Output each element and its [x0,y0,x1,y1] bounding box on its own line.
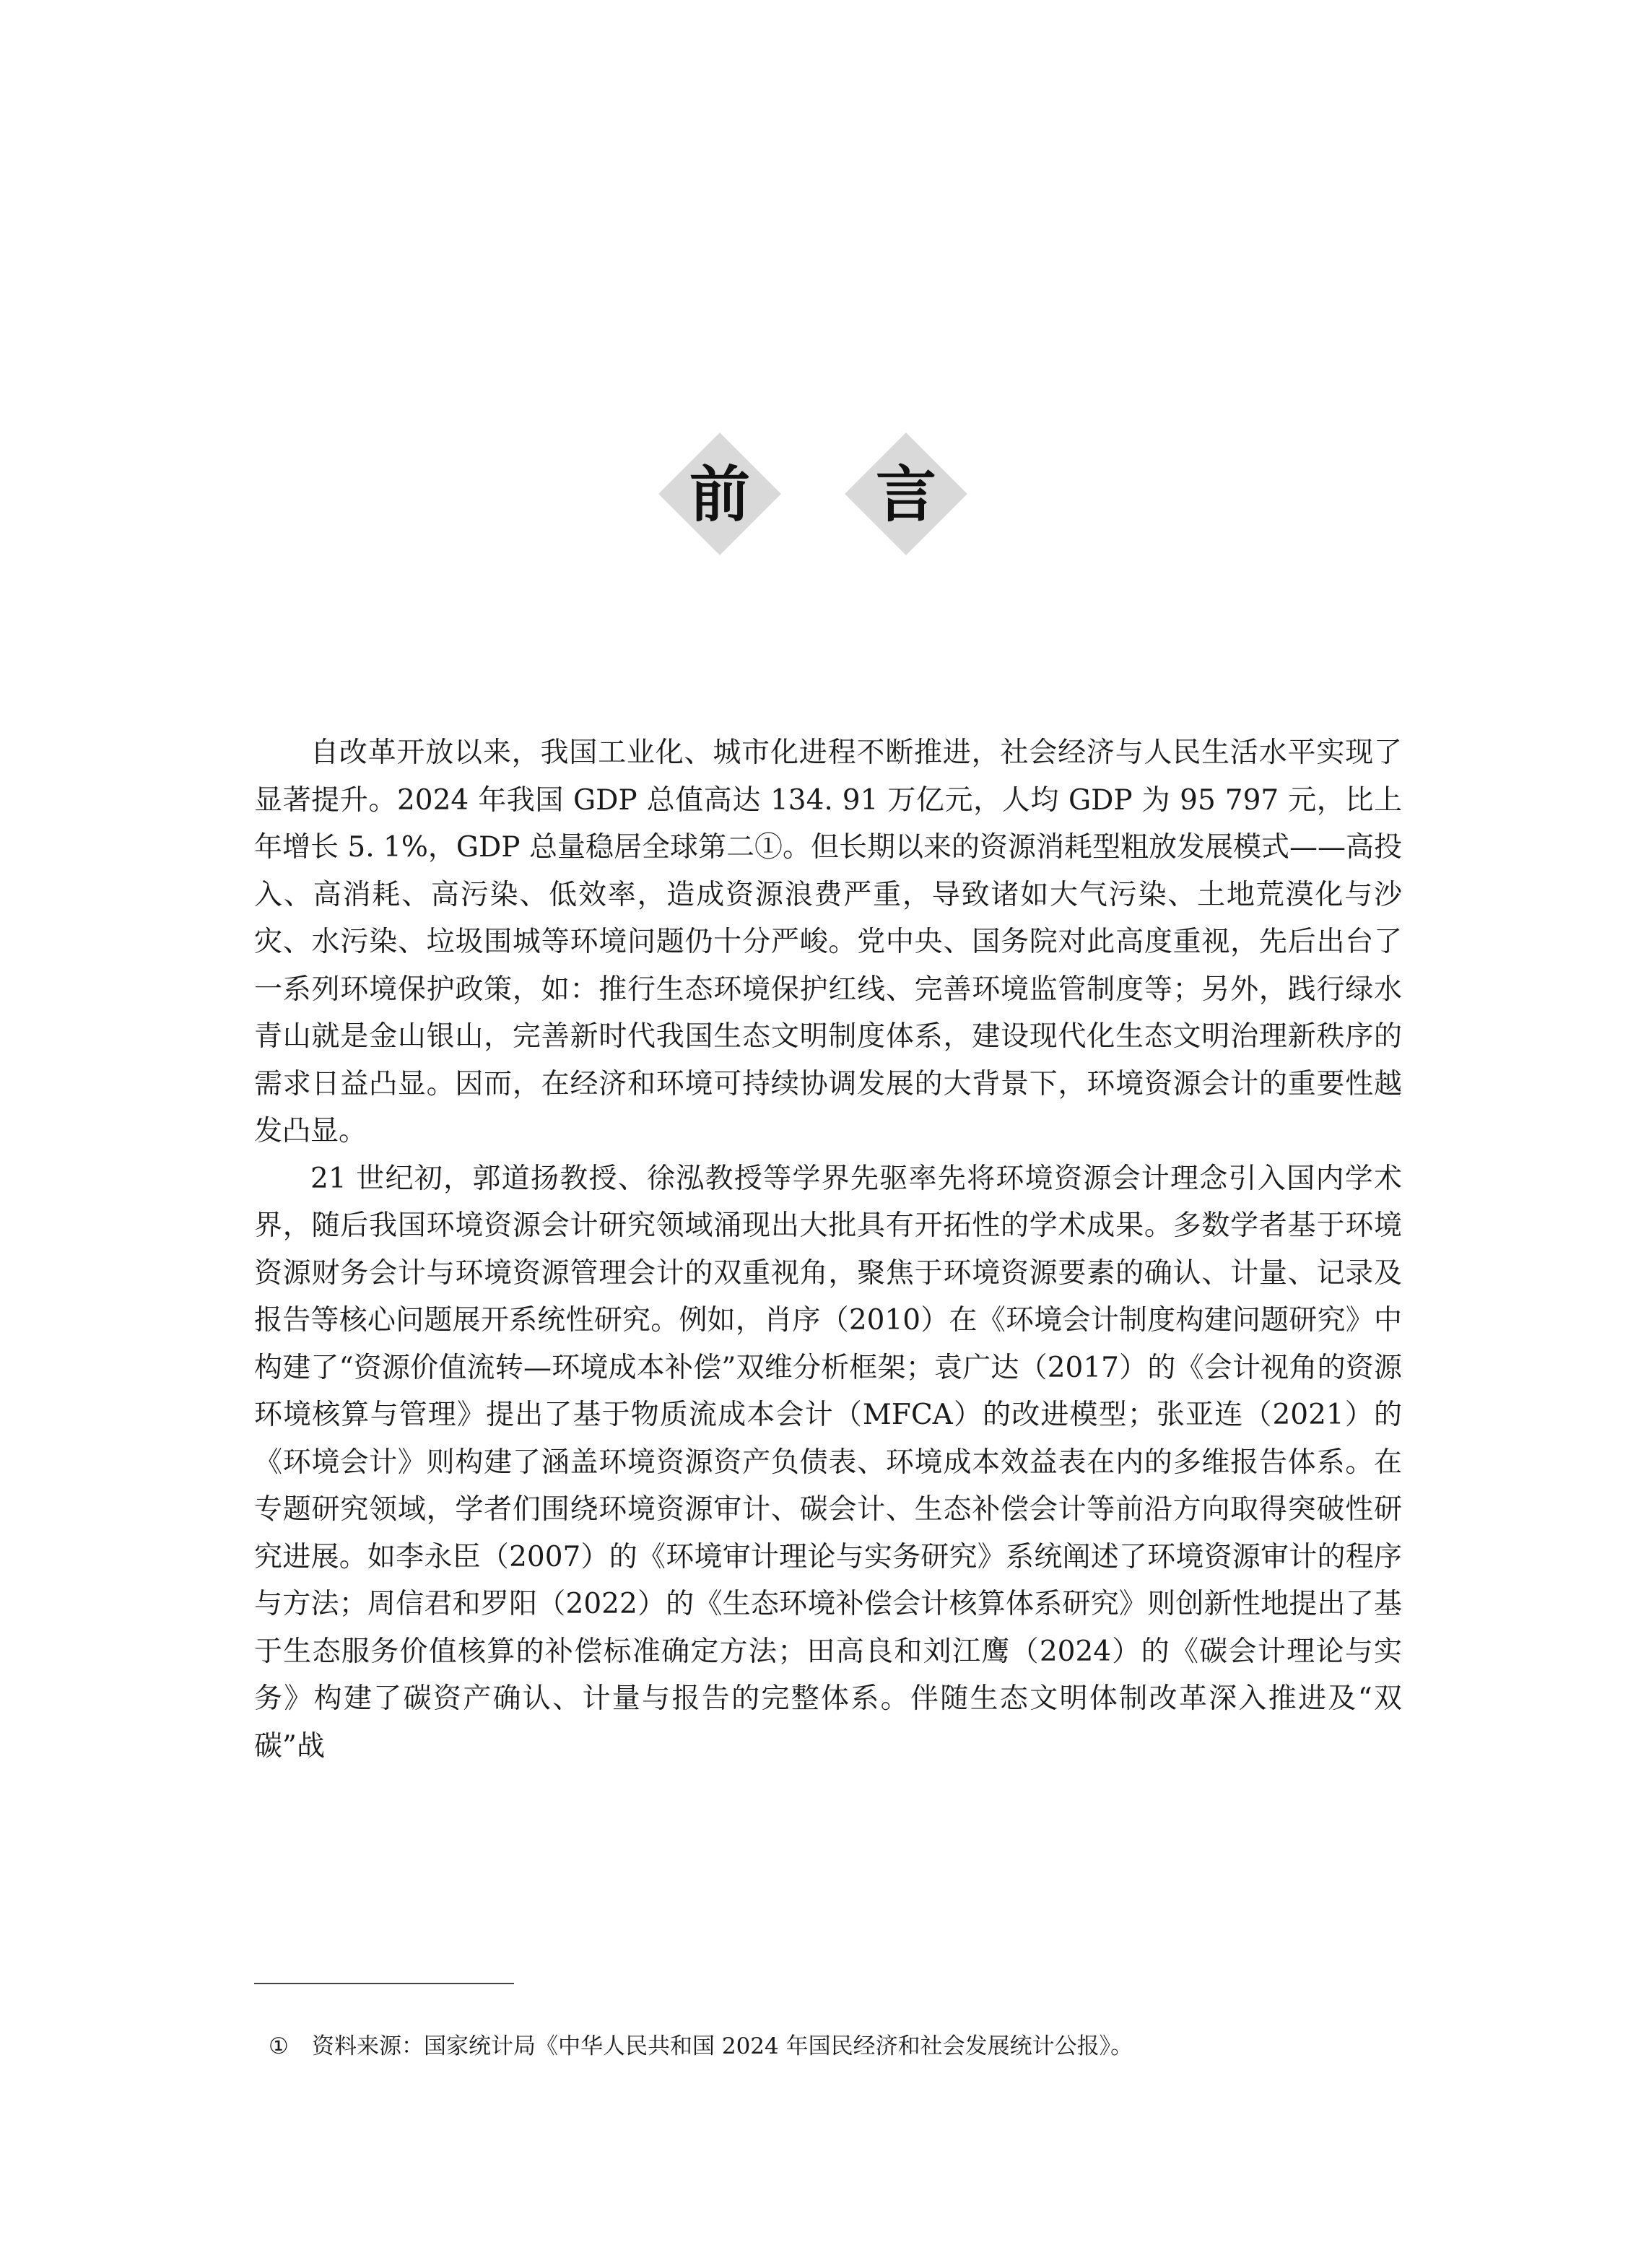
page-title [658,433,970,563]
footnote-marker: ① [269,2033,289,2059]
footnote [269,2030,1395,2062]
footnote-divider [254,1983,514,1984]
preface-body [254,729,1402,1770]
footnote-text: 资料来源：国家统计局《中华人民共和国 2024 年国民经济和社会发展统计公报》。 [312,2033,1133,2059]
title-char-qian: 前 [689,459,750,530]
paragraph: 自改革开放以来，我国工业化、城市化进程不断推进，社会经济与人民生活水平实现了显著提升。2024 年我国 GDP 总值高达 134. 91 万亿元，人均 GDP 为 95 797 元，比上年增长 5. 1%，GDP 总量稳居全球第二①。但长期以来的资源消耗型粗放发展模式——高投入、高消耗、高污染、低效率，造成资源浪费严重，导致诸如大气污染、土地荒漠化与沙灾、水污染、垃圾围城等环境问题仍十分严峻。党中央、国务院对此高度重视，先后出台了一系列环境保护政策，如：推行生态环境保护红线、完善环境监管制度等；另外，践行绿水青山就是金山银山，完善新时代我国生态文明制度体系，建设现代化生态文明治理新秩序的需求日益凸显。因而，在经济和环境可持续协调发展的大背景下，环境资源会计的重要性越发凸显。 [254,737,1402,1147]
title-char-yan: 言 [875,459,936,530]
paragraph: 21 世纪初，郭道扬教授、徐泓教授等学界先驱率先将环境资源会计理念引入国内学术界，随后我国环境资源会计研究领域涌现出大批具有开拓性的学术成果。多数学者基于环境资源财务会计与环境资源管理会计的双重视角，聚焦于环境资源要素的确认、计量、记录及报告等核心问题展开系统性研究。例如，肖序（2010）在《环境会计制度构建问题研究》中构建了“资源价值流转—环境成本补偿”双维分析框架；袁广达（2017）的《会计视角的资源环境核算与管理》提出了基于物质流成本会计（MFCA）的改进模型；张亚连（2021）的《环境会计》则构建了涵盖环境资源资产负债表、环境成本效益表在内的多维报告体系。在专题研究领域，学者们围绕环境资源审计、碳会计、生态补偿会计等前沿方向取得突破性研究进展。如李永臣（2007）的《环境审计理论与实务研究》系统阐述了环境资源审计的程序与方法；周信君和罗阳（2022）的《生态环境补偿会计核算体系研究》则创新性地提出了基于生态服务价值核算的补偿标准确定方法；田高良和刘江鹰（2024）的《碳会计理论与实务》构建了碳资产确认、计量与报告的完整体系。伴随生态文明体制改革深入推进及“双碳”战 [254,1162,1402,1763]
